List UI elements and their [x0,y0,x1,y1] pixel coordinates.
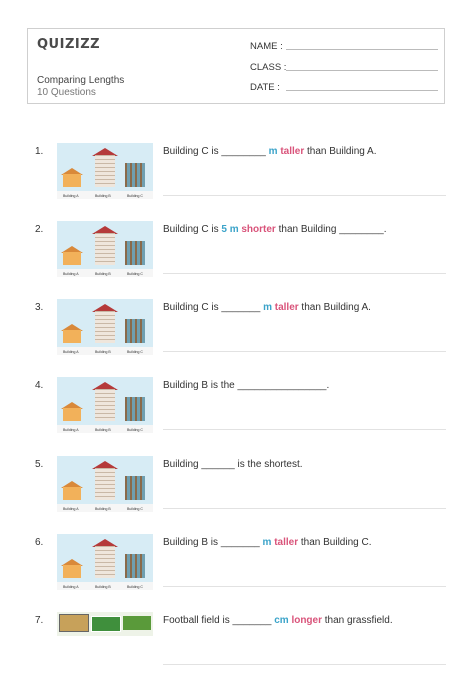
building-a-label: Building A [63,194,79,198]
building-b-label: Building B [95,428,111,432]
question-suffix: than Building A. [304,146,377,157]
buildings-picture [57,143,153,199]
building-c-label: Building C [127,194,143,198]
building-b-label: Building B [95,507,111,511]
question-number: 2. [35,224,44,235]
question-number: 6. [35,537,44,548]
building-c-label: Building C [127,272,143,276]
worksheet-title: Comparing Lengths [37,75,125,86]
question-suffix: than Building A. [298,302,371,313]
buildings-picture [57,221,153,277]
date-label: DATE : [250,82,280,93]
answer-blank[interactable]: ________ [221,146,266,157]
worksheet-header [27,28,445,104]
building-c-label: Building C [127,507,143,511]
answer-divider [163,664,446,665]
question-prefix: Building [163,459,202,470]
class-line [286,70,438,71]
question-text [163,615,393,626]
question-text [163,537,372,548]
answer-blank[interactable]: ________________ [237,380,327,391]
class-label: CLASS : [250,62,287,73]
answer-divider [163,586,446,587]
building-b-label: Building B [95,585,111,589]
building-b-label: Building B [95,272,111,276]
question-item [0,377,474,441]
question-number: 1. [35,146,44,157]
date-field[interactable] [250,82,440,93]
answer-divider [163,273,446,274]
question-prefix: Building B is [163,537,221,548]
comparison-word: taller [280,146,305,157]
building-a-label: Building A [63,350,79,354]
question-prefix: Football field is [163,615,233,626]
building-c-label: Building C [127,350,143,354]
question-number: 3. [35,302,44,313]
question-item [0,612,474,676]
class-field[interactable] [250,62,440,73]
question-count: 10 Questions [37,87,96,98]
comparison-word: taller [274,537,299,548]
question-number: 7. [35,615,44,626]
unit-text: 5 m [221,224,242,235]
question-prefix: Building B is the [163,380,238,391]
name-line [286,49,438,50]
name-field[interactable] [250,41,440,52]
comparison-word: longer [291,615,322,626]
building-b-label: Building B [95,194,111,198]
buildings-picture [57,377,153,433]
fields-picture [57,612,153,636]
question-item [0,143,474,207]
name-label: NAME : [250,41,283,52]
question-suffix: than Building C. [298,537,372,548]
answer-blank[interactable]: _______ [232,615,272,626]
date-line [286,90,438,91]
question-text [163,380,329,391]
building-b-label: Building B [95,350,111,354]
answer-divider [163,195,446,196]
question-text [163,224,386,235]
question-suffix: . [326,380,330,391]
building-a-label: Building A [63,585,79,589]
building-a-label: Building A [63,428,79,432]
question-text [163,459,303,470]
question-prefix: Building C is [163,302,222,313]
unit-text: cm [271,615,292,626]
question-item [0,221,474,285]
answer-blank[interactable]: _______ [220,537,260,548]
question-number: 4. [35,380,44,391]
quizizz-logo: QUIZIZZ [37,37,101,52]
answer-blank[interactable]: _______ [221,302,261,313]
answer-blank[interactable]: ______ [201,459,235,470]
question-suffix: than Building ________. [275,224,387,235]
building-c-label: Building C [127,585,143,589]
buildings-picture [57,534,153,590]
question-suffix: is the shortest. [234,459,303,470]
question-item [0,456,474,520]
question-prefix: Building C is [163,224,222,235]
unit-text: m [259,537,275,548]
building-c-label: Building C [127,428,143,432]
answer-divider [163,429,446,430]
question-prefix: Building C is [163,146,222,157]
question-item [0,534,474,598]
answer-divider [163,508,446,509]
question-item [0,299,474,363]
question-number: 5. [35,459,44,470]
buildings-picture [57,299,153,355]
question-text [163,146,377,157]
buildings-picture [57,456,153,512]
building-a-label: Building A [63,272,79,276]
building-a-label: Building A [63,507,79,511]
unit-text: m [265,146,281,157]
unit-text: m [260,302,275,313]
comparison-word: shorter [241,224,276,235]
comparison-word: taller [274,302,299,313]
answer-divider [163,351,446,352]
question-suffix: than grassfield. [322,615,393,626]
question-text [163,302,371,313]
